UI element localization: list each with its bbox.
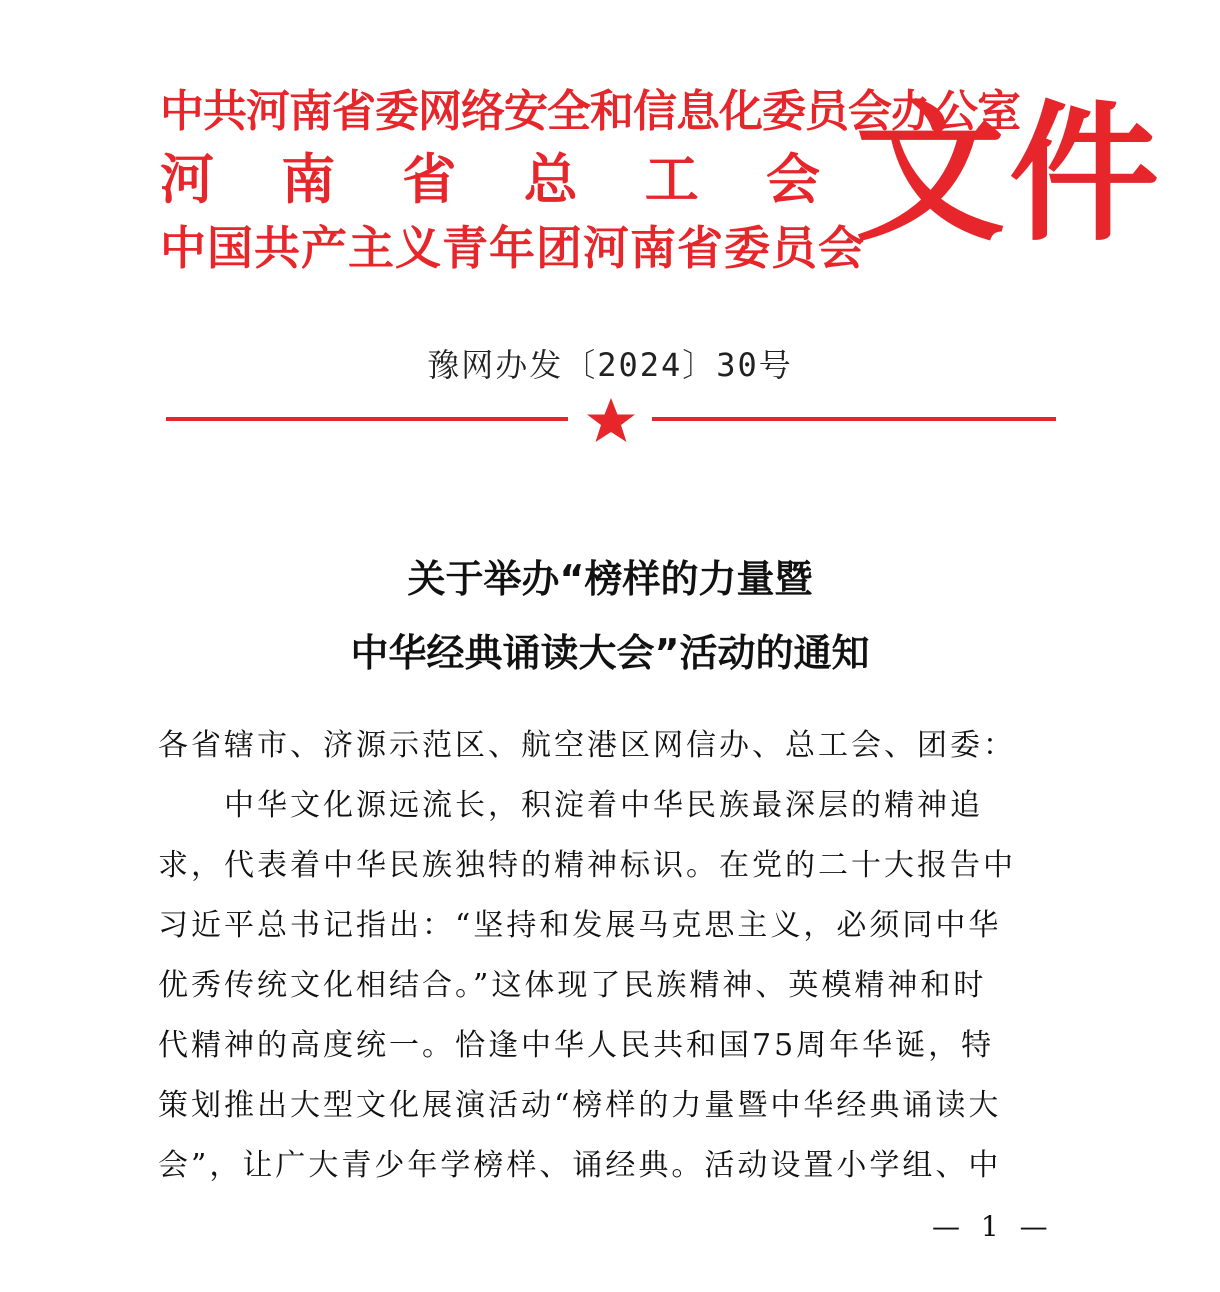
issuer-federation-of-trade-unions xyxy=(160,146,820,214)
notice-title-line-1: 关于举办“榜样的力量暨 xyxy=(407,557,813,601)
body-line: 优秀传统文化相结合。”这体现了民族精神、英模精神和时 xyxy=(158,968,987,1003)
body-line: 中华文化源远流长，积淀着中华民族最深层的精神追 xyxy=(158,788,983,823)
body-line: 策划推出大型文化展演活动“榜样的力量暨中华经典诵读大 xyxy=(158,1088,1002,1123)
salutation: 各省辖市、济源示范区、航空港区网信办、总工会、团委： xyxy=(158,728,1016,763)
divider-line-right xyxy=(652,417,1056,421)
star-icon xyxy=(587,398,635,442)
document-type-label: 文件 xyxy=(855,88,1164,262)
divider-line-left xyxy=(166,417,568,421)
issuer-2-char: 会 xyxy=(765,148,820,211)
body-line: 求，代表着中华民族独特的精神标识。在党的二十大报告中 xyxy=(158,848,1016,883)
issuer-2-char: 省 xyxy=(402,148,457,211)
document-number: 豫网办发〔2024〕30号 xyxy=(427,346,793,384)
notice-body xyxy=(158,716,1064,1196)
body-line: 习近平总书记指出：“坚持和发展马克思主义，必须同中华 xyxy=(158,908,1002,943)
body-line: 代精神的高度统一。恰逢中华人民共和国75周年华诞，特 xyxy=(158,1028,995,1063)
issuer-2-char: 工 xyxy=(644,148,699,211)
issuer-2-char: 总 xyxy=(523,148,578,211)
issuer-youth-league: 中国共产主义青年团河南省委员会 xyxy=(160,221,865,275)
issuer-cyberspace-office: 中共河南省委网络安全和信息化委员会办公室 xyxy=(160,86,1020,137)
issuer-2-char: 河 xyxy=(160,148,214,211)
red-divider-with-star xyxy=(166,396,1056,446)
page-number: — 1 — xyxy=(932,1210,1054,1243)
body-line: 会”，让广大青少年学榜样、诵经典。活动设置小学组、中 xyxy=(158,1148,1002,1183)
notice-title-line-2: 中华经典诵读大会”活动的通知 xyxy=(350,631,870,675)
issuer-2-char: 南 xyxy=(281,148,336,211)
